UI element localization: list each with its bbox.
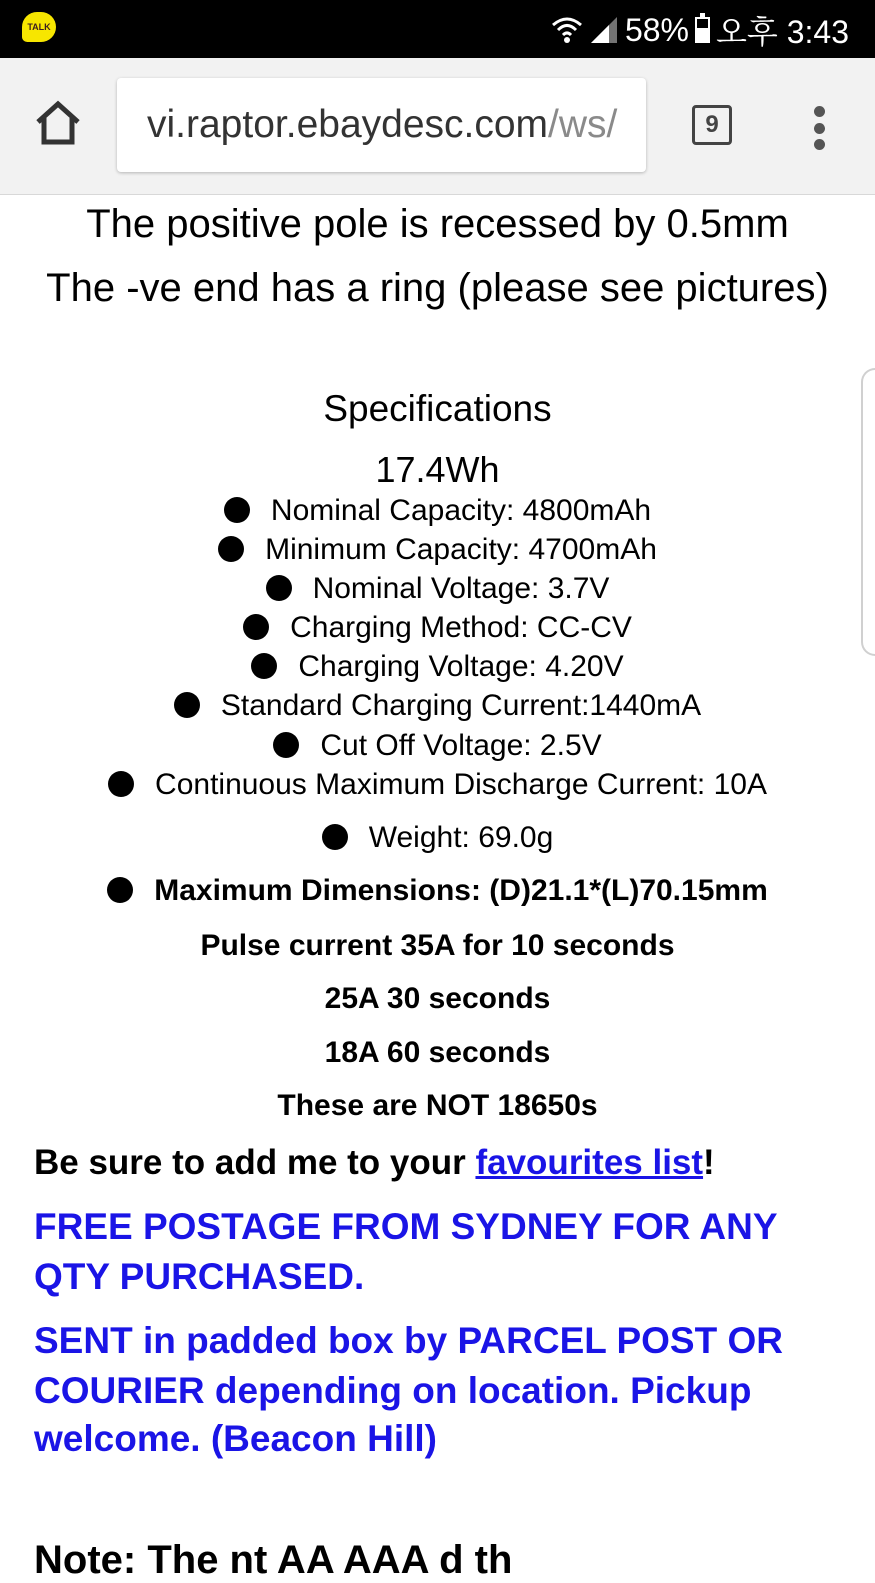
postage-line-1: FREE POSTAGE FROM SYDNEY FOR ANY: [34, 1206, 778, 1247]
sent-line-3: welcome. (Beacon Hill): [34, 1418, 437, 1459]
tab-switcher-button[interactable]: 9: [692, 105, 732, 145]
url-text[interactable]: vi.raptor.ebaydesc.com/ws/: [147, 103, 618, 146]
address-bar[interactable]: [117, 78, 646, 172]
status-bar: [0, 0, 875, 58]
bullet-icon: [243, 614, 269, 640]
spec-energy: 17.4Wh: [375, 449, 500, 490]
signal-icon: [589, 15, 619, 45]
spec-item: Nominal Capacity: 4800mAh: [0, 494, 875, 528]
spec-item: Cut Off Voltage: 2.5V: [0, 729, 875, 763]
cutoff-note: Note: The nt AA AAA d th: [34, 1538, 513, 1582]
sent-line-2: COURIER depending on location. Pickup: [34, 1370, 752, 1411]
spec-item: Weight: 69.0g: [0, 821, 875, 855]
kakaotalk-icon: TALK: [22, 12, 56, 42]
status-indicators: [551, 8, 849, 52]
spec-title: Specifications: [323, 388, 552, 429]
favourites-line: Be sure to add me to your favourites list!: [34, 1143, 715, 1182]
browser-toolbar: [0, 58, 875, 195]
bullet-icon: [218, 536, 244, 562]
bullet-icon: [322, 824, 348, 850]
intro-line-2: The -ve end has a ring (please see pictures): [46, 266, 829, 310]
intro-line-1: The positive pole is recessed by 0.5mm: [86, 202, 789, 246]
bullet-icon: [107, 877, 133, 903]
battery-icon: [695, 17, 710, 43]
spec-item: Nominal Voltage: 3.7V: [0, 572, 875, 606]
battery-percent: 58%: [624, 11, 689, 48]
bullet-icon: [251, 653, 277, 679]
spec-item: Charging Method: CC-CV: [0, 611, 875, 645]
bullet-icon: [174, 692, 200, 718]
bullet-icon: [273, 732, 299, 758]
home-icon[interactable]: [32, 96, 84, 148]
spec-item: Standard Charging Current:1440mA: [0, 689, 875, 723]
favourites-link[interactable]: favourites list: [475, 1143, 704, 1182]
wifi-icon: [551, 15, 583, 45]
spec-item: Minimum Capacity: 4700mAh: [0, 533, 875, 567]
sent-line-1: SENT in padded box by PARCEL POST OR: [34, 1320, 783, 1361]
clock: 오후 3:43: [716, 14, 849, 50]
bullet-icon: [266, 575, 292, 601]
pulse-line-2: 25A 30 seconds: [324, 982, 551, 1015]
pulse-line-3: 18A 60 seconds: [324, 1036, 551, 1069]
spec-item: Charging Voltage: 4.20V: [0, 650, 875, 684]
postage-line-2: QTY PURCHASED.: [34, 1256, 365, 1297]
spec-item: Continuous Maximum Discharge Current: 10A: [0, 768, 875, 802]
pulse-line-1: Pulse current 35A for 10 seconds: [200, 929, 675, 962]
bullet-icon: [108, 771, 134, 797]
not-18650-note: These are NOT 18650s: [277, 1089, 598, 1122]
spec-item: Maximum Dimensions: (D)21.1*(L)70.15mm: [0, 874, 875, 908]
overflow-menu-icon[interactable]: [812, 106, 826, 150]
bullet-icon: [224, 497, 250, 523]
